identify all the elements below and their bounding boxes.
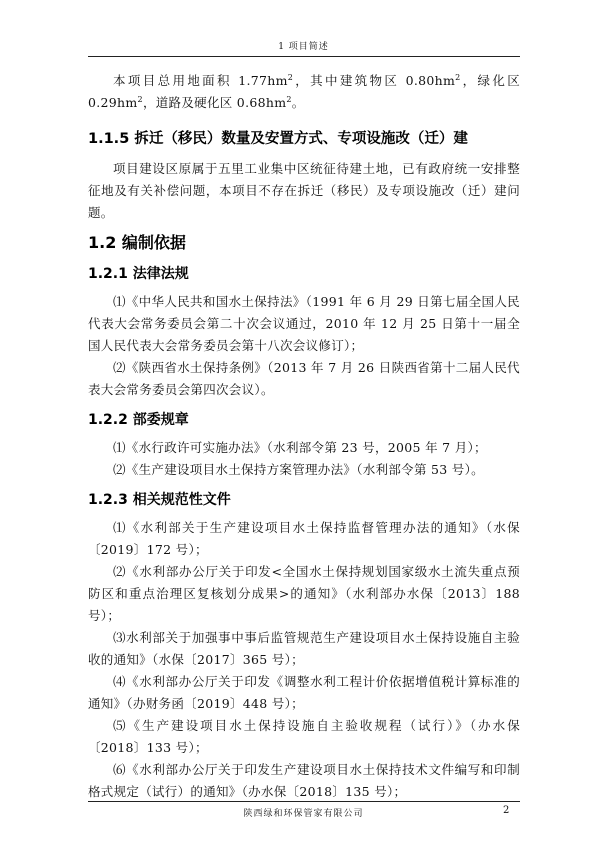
page-content xyxy=(88,70,520,803)
section-heading-1-2-2: 1.2.2 部委规章 xyxy=(88,412,189,428)
list-item: ⑵《生产建设项目水土保持方案管理办法》（水利部令第 53 号）。 xyxy=(113,462,484,477)
list-item: ⑴《水利部关于生产建设项目水土保持监督管理办法的通知》（水保〔2019〕172 号）； xyxy=(88,520,520,557)
section-heading-1-2-3: 1.2.3 相关规范性文件 xyxy=(88,492,231,508)
footer-company: 陕西绿和环保管家有限公司 xyxy=(243,809,364,819)
list-item: ⑶水利部关于加强事中事后监管规范生产建设项目水土保持设施自主验收的通知》（水保〔2017〕365 号）； xyxy=(88,630,520,667)
section-heading-1-2-1: 1.2.1 法律法规 xyxy=(88,266,189,282)
section-1-1-5-body: 项目建设区原属于五里工业集中区统征待建土地，已有政府统一安排整征地及有关补偿问题，本项目不存在拆迁（移民）及专项设施改（迁）建问题。 xyxy=(88,161,520,220)
list-item: ⑹《水利部办公厅关于印发生产建设项目水土保持技术文件编写和印制格式规定（试行）的通知》（办水保〔2018〕135 号）； xyxy=(88,762,520,799)
header-rule xyxy=(88,56,520,57)
intro-paragraph: 本项目总用地面积 $1.77hm^2$，其中建筑物区 $0.80hm^2$，绿化区 $0.29hm^2$，道路及硬化区 $0.68hm^2$。 xyxy=(88,72,520,110)
list-item: ⑸《生产建设项目水土保持设施自主验收规程（试行）》（办水保〔2018〕133 号）； xyxy=(88,718,520,755)
running-header: 1 项目简述 xyxy=(278,42,329,52)
list-item: ⑴《中华人民共和国水土保持法》（1991 年 6 月 29 日第七届全国人民代表大会常务委员会第二十次会议通过，2010 年 12 月 25 日第十一届全国人民代表大会常务委员会第十八次会议修订）； xyxy=(88,294,520,353)
page-number: 2 xyxy=(503,805,510,816)
list-item: ⑵《陕西省水土保持条例》（2013 年 7 月 26 日陕西省第十二届人民代表大会常务委员会第四次会议）。 xyxy=(88,360,520,397)
list-item: ⑵《水利部办公厅关于印发<全国水土保持规划国家级水土流失重点预防区和重点治理区复核划分成果>的通知》（水利部办水保〔2013〕188 号）； xyxy=(88,564,520,623)
footer-rule xyxy=(88,801,520,802)
section-heading-1-1-5: 1.1.5 拆迁（移民）数量及安置方式、专项设施改（迁）建 xyxy=(88,131,468,147)
section-heading-1-2: 1.2 编制依据 xyxy=(88,233,186,252)
list-item: ⑷《水利部办公厅关于印发《调整水利工程计价依据增值税计算标准的通知》（办财务函〔2019〕448 号）； xyxy=(88,674,520,711)
list-item: ⑴《水行政许可实施办法》（水利部令第 23 号，2005 年 7 月）； xyxy=(113,440,487,455)
